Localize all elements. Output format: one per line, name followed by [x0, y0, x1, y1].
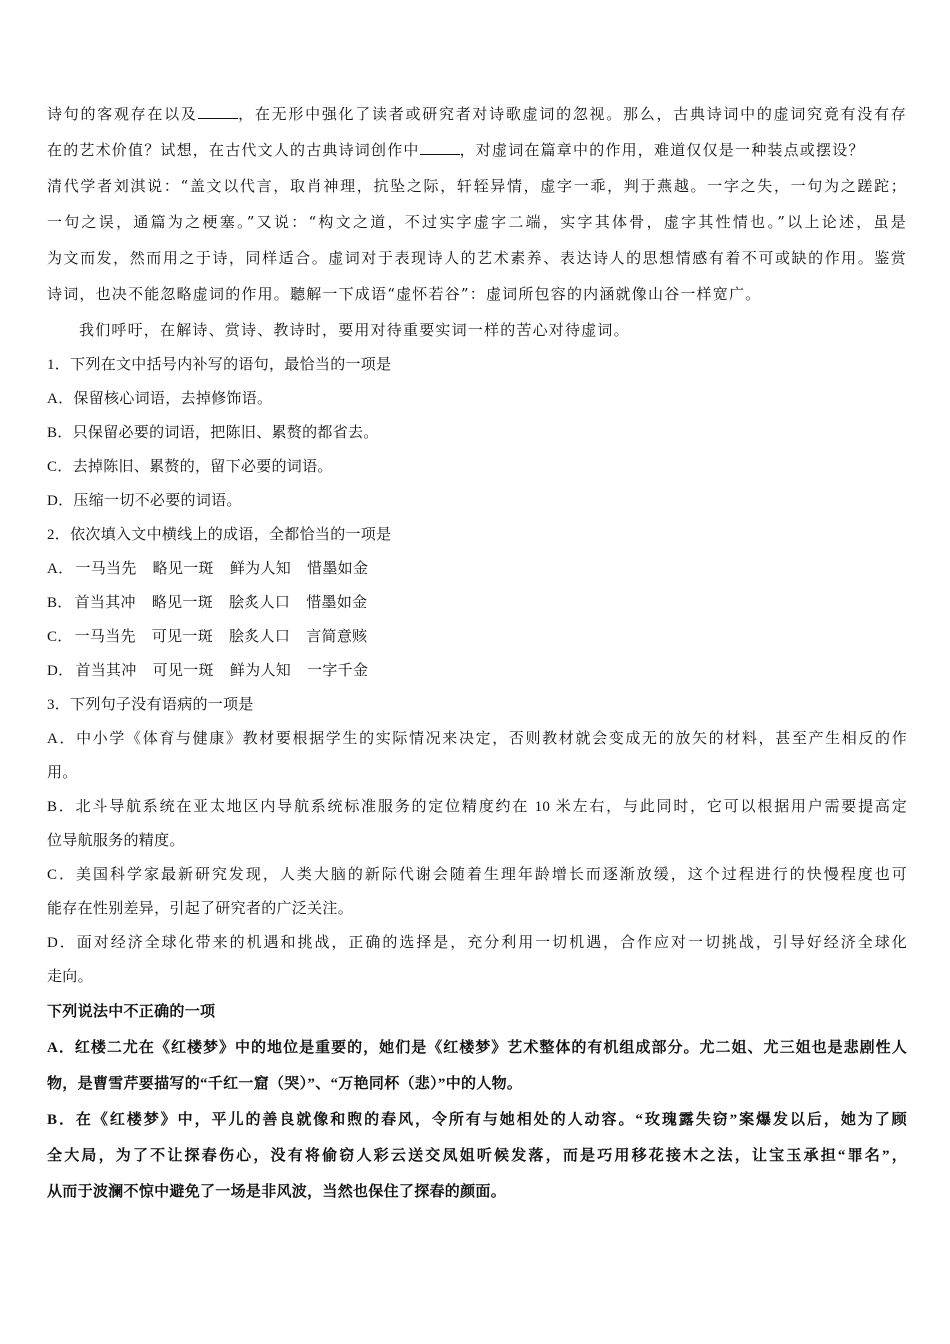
option-item: 脍炙人口	[229, 595, 291, 611]
option-c: C．美国科学家最新研究发现，人类大脑的新际代谢会随着生理年龄增长而逐渐放缓，这个过程进行的快慢程度也可	[47, 867, 907, 883]
passage-text: 诗句的客观存在以及	[47, 105, 198, 123]
option-b-cont: 从而于波澜不惊中避免了一场是非风波，当然也保住了探春的颜面。	[47, 1184, 507, 1200]
question-stem: 1．下列在文中括号内补写的语句，最恰当的一项是	[47, 357, 392, 373]
option-a: A．中小学《体育与健康》教材要根据学生的实际情况来决定，否则教材就会变成无的放矢的材料，甚至产生相反的作	[47, 731, 907, 747]
option-c: C．去掉陈旧、累赘的，留下必要的词语。	[47, 459, 333, 475]
option-label: C．	[47, 629, 73, 645]
option-item: 可见一斑	[152, 663, 214, 679]
passage-line: 一句之误，通篇为之梗塞。”又说：“构文之道，不过实字虚字二端，实字其体骨，虚字其性情也。”以上论述，虽是	[47, 213, 907, 231]
document-page	[47, 96, 907, 1210]
fill-blank	[420, 140, 460, 155]
option-item: 鲜为人知	[229, 663, 292, 679]
question-stem: 2．依次填入文中横线上的成语，全都恰当的一项是	[47, 527, 392, 543]
option-c-cont: 能存在性别差异，引起了研究者的广泛关注。	[47, 901, 354, 917]
option-b-cont: 全大局，为了不让探春伤心，没有将偷窃人彩云送交凤姐听候发落，而是巧用移花接木之法，让宝玉承担“罪名”，	[47, 1148, 907, 1164]
question-2	[47, 518, 907, 688]
option-item: 略见一斑	[152, 561, 214, 577]
passage-line	[47, 132, 907, 168]
option-d: D．压缩一切不必要的词语。	[47, 493, 242, 509]
option-item: 首当其冲	[75, 663, 137, 679]
option-item: 脍炙人口	[229, 629, 291, 645]
option-item: 略见一斑	[151, 595, 214, 611]
option-b	[47, 586, 907, 620]
option-item: 首当其冲	[74, 595, 136, 611]
option-label: B．	[47, 595, 73, 611]
passage	[47, 96, 907, 348]
question-4	[47, 994, 907, 1210]
question-1	[47, 348, 907, 518]
option-item: 一马当先	[75, 561, 137, 577]
passage-line: 为文而发，然而用之于诗，同样适合。虚词对于表现诗人的艺术素养、表达诗人的思想情感有着不可或缺的作用。鉴赏	[47, 249, 907, 267]
option-item: 惜墨如金	[307, 561, 369, 577]
option-a: A．红楼二尤在《红楼梦》中的地位是重要的，她们是《红楼梦》艺术整体的有机组成部分。尤二姐、尤三姐也是悲剧性人	[47, 1040, 907, 1056]
option-item: 言简意赅	[306, 629, 368, 645]
passage-text: ，对虚词在篇章中的作用，难道仅仅是一种装点或摆设？	[459, 141, 865, 159]
option-item: 惜墨如金	[306, 595, 368, 611]
passage-line: 我们呼吁，在解诗、赏诗、教诗时，要用对待重要实词一样的苦心对待虚词。	[79, 321, 630, 339]
question-3	[47, 688, 907, 994]
option-b: B．北斗导航系统在亚太地区内导航系统标准服务的定位精度约在 10 米左右，与此同时，它可以根据用户需要提高定	[47, 799, 907, 815]
option-d: D．面对经济全球化带来的机遇和挑战，正确的选择是，充分利用一切机遇，合作应对一切挑战，引导好经济全球化	[47, 935, 907, 951]
passage-line: 诗词，也决不能忽略虚词的作用。聽解一下成语“虚怀若谷”：虚词所包容的内涵就像山谷一样宽广。	[47, 285, 762, 303]
option-item: 鲜为人知	[229, 561, 292, 577]
passage-line	[47, 96, 907, 132]
fill-blank	[198, 104, 238, 119]
option-b: B．只保留必要的词语，把陈旧、累赘的都省去。	[47, 425, 379, 441]
option-d	[47, 654, 907, 688]
question-stem: 3．下列句子没有语病的一项是	[47, 697, 254, 713]
option-b: B．在《红楼梦》中，平儿的善良就像和煦的春风，令所有与她相处的人动容。“玫瑰露失窃”案爆发以后，她为了顾	[47, 1112, 907, 1128]
option-label: A．	[47, 561, 74, 577]
option-a	[47, 552, 907, 586]
option-a-cont: 用。	[47, 765, 78, 781]
option-label: D．	[47, 663, 74, 679]
option-a: A．保留核心词语，去掉修饰语。	[47, 391, 273, 407]
option-item: 一字千金	[307, 663, 369, 679]
option-c	[47, 620, 907, 654]
option-a-cont: 物，是曹雪芹要描写的“千红一窟（哭）”、“万艳同杯（悲）”中的人物。	[47, 1076, 523, 1092]
passage-text: 在的艺术价值？试想，在古代文人的古典诗词创作中	[47, 141, 420, 159]
question-stem: 下列说法中不正确的一项	[47, 1004, 216, 1020]
option-b-cont: 位导航服务的精度。	[47, 833, 185, 849]
passage-text: ，在无形中强化了读者或研究者对诗歌虚词的忽视。那么，古典诗词中的虚词究竟有没有存	[237, 105, 907, 123]
option-item: 一马当先	[74, 629, 136, 645]
passage-line: 清代学者刘淇说：“盖文以代言，取肖神理，抗坠之际，轩轾异情，虚字一乖，判于燕越。一字之失，一句为之蹉跎；	[47, 177, 907, 195]
option-d-cont: 走向。	[47, 969, 93, 985]
option-item: 可见一斑	[151, 629, 214, 645]
